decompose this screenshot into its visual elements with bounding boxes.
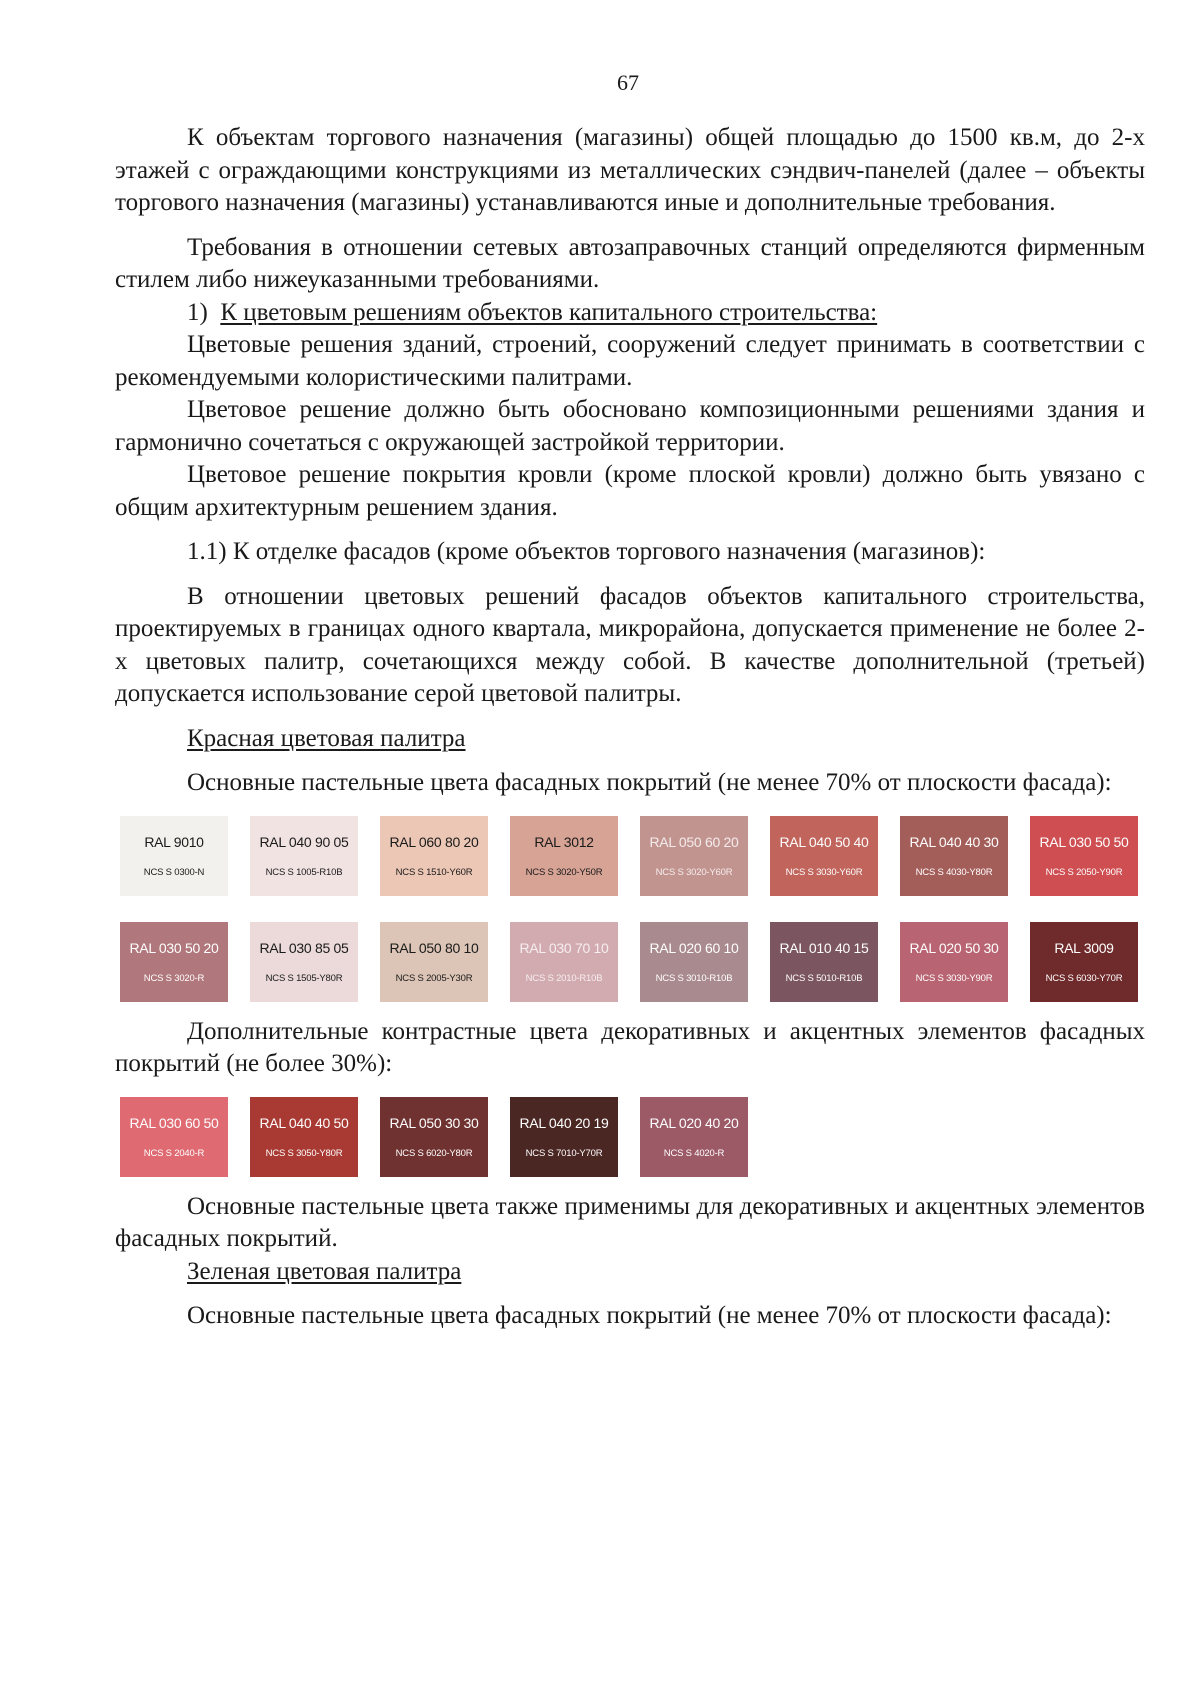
swatch-ncs-code: NCS S 6030-Y70R bbox=[1045, 972, 1123, 984]
swatch-ral-code: RAL 040 50 40 bbox=[779, 833, 869, 850]
color-swatch bbox=[250, 1097, 358, 1177]
page-number: 67 bbox=[617, 70, 639, 95]
swatch-ncs-code: NCS S 3050-Y80R bbox=[265, 1147, 343, 1159]
paragraph-composition: Цветовое решение должно быть обосновано композиционными решениями здания и гармонично сочетаться с окружающей застройкой территории. bbox=[115, 396, 1145, 456]
swatch-ncs-code: NCS S 3020-Y60R bbox=[655, 866, 733, 878]
swatch-ncs-code: NCS S 2040-R bbox=[143, 1147, 205, 1159]
paragraph-palettes-limit: В отношении цветовых решений фасадов объектов капитального строительства, проектируемых в границах одного квартала, микрорайона, допускается применение не более 2-х цветовых палитр, сочетающихся между собой. В качестве дополнительной (третьей) допускается использование серой цветовой палитры. bbox=[115, 582, 1145, 707]
swatch-ncs-code: NCS S 4020-R bbox=[663, 1147, 725, 1159]
swatch-ncs-code: NCS S 5010-R10B bbox=[785, 972, 863, 984]
swatch-ncs-code: NCS S 3020-R bbox=[143, 972, 205, 984]
color-swatch bbox=[640, 922, 748, 1002]
swatch-ncs-code: NCS S 2010-R10B bbox=[525, 972, 603, 984]
green-palette-heading bbox=[115, 1256, 1145, 1289]
paragraph-shops: К объектам торгового назначения (магазины) общей площадью до 1500 кв.м, до 2-х этажей с ограждающими конструкциями из металлических сэндвич-панелей (далее – объекты торгового назначения (магазины) устанавливаются иные и дополнительные требования. bbox=[115, 124, 1145, 216]
swatch-ral-code: RAL 040 40 50 bbox=[259, 1114, 349, 1131]
paragraph-pastel-note: Основные пастельные цвета также применимы для декоративных и акцентных элементов фасадных покрытий. bbox=[115, 1192, 1145, 1252]
swatch-ral-code: RAL 020 60 10 bbox=[649, 939, 739, 956]
swatch-ral-code: RAL 060 80 20 bbox=[389, 833, 479, 850]
swatch-ral-code: RAL 040 20 19 bbox=[519, 1114, 609, 1131]
color-swatch bbox=[770, 922, 878, 1002]
swatch-ncs-code: NCS S 4030-Y80R bbox=[915, 866, 993, 878]
color-swatch bbox=[1030, 816, 1138, 896]
color-swatch bbox=[640, 1097, 748, 1177]
color-swatch bbox=[380, 1097, 488, 1177]
paragraph-gas-stations: Требования в отношении сетевых автозаправочных станций определяются фирменным стилем либо нижеуказанными требованиями. bbox=[115, 233, 1145, 293]
color-swatch bbox=[120, 1097, 228, 1177]
color-swatch bbox=[510, 1097, 618, 1177]
color-swatch bbox=[120, 816, 228, 896]
color-swatch bbox=[900, 922, 1008, 1002]
swatch-ncs-code: NCS S 3030-Y90R bbox=[915, 972, 993, 984]
paragraph-green-main: Основные пастельные цвета фасадных покрытий (не менее 70% от плоскости фасада): bbox=[187, 1302, 1112, 1329]
paragraph-section-1 bbox=[115, 297, 1145, 330]
green-palette-heading-text: Зеленая цветовая палитра bbox=[187, 1257, 462, 1285]
document-body bbox=[115, 122, 1145, 1333]
red-main-swatch-grid bbox=[120, 816, 1145, 1002]
swatch-ncs-code: NCS S 2050-Y90R bbox=[1045, 866, 1123, 878]
swatch-ncs-code: NCS S 7010-Y70R bbox=[525, 1147, 603, 1159]
color-swatch bbox=[380, 816, 488, 896]
color-swatch bbox=[900, 816, 1008, 896]
swatch-ncs-code: NCS S 6020-Y80R bbox=[395, 1147, 473, 1159]
swatch-ncs-code: NCS S 1505-Y80R bbox=[265, 972, 343, 984]
swatch-ral-code: RAL 050 60 20 bbox=[649, 833, 739, 850]
color-swatch bbox=[770, 816, 878, 896]
red-accent-swatch-grid bbox=[120, 1097, 1145, 1177]
swatch-ncs-code: NCS S 3010-R10B bbox=[655, 972, 733, 984]
swatch-ral-code: RAL 050 30 30 bbox=[389, 1114, 479, 1131]
swatch-ral-code: RAL 050 80 10 bbox=[389, 939, 479, 956]
swatch-ral-code: RAL 040 40 30 bbox=[909, 833, 999, 850]
swatch-ral-code: RAL 010 40 15 bbox=[779, 939, 869, 956]
paragraph-color-solutions: Цветовые решения зданий, строений, сооружений следует принимать в соответствии с рекомендуемыми колористическими палитрами. bbox=[115, 331, 1145, 391]
color-swatch bbox=[250, 922, 358, 1002]
color-swatch bbox=[510, 816, 618, 896]
paragraph-roof: Цветовое решение покрытия кровли (кроме плоской кровли) должно быть увязано с общим архитектурным решением здания. bbox=[115, 461, 1145, 521]
swatch-ral-code: RAL 020 40 20 bbox=[649, 1114, 739, 1131]
color-swatch bbox=[640, 816, 748, 896]
swatch-ral-code: RAL 030 70 10 bbox=[519, 939, 609, 956]
swatch-ncs-code: NCS S 2005-Y30R bbox=[395, 972, 473, 984]
color-swatch bbox=[1030, 922, 1138, 1002]
swatch-ral-code: RAL 030 60 50 bbox=[129, 1114, 219, 1131]
swatch-ncs-code: NCS S 3030-Y60R bbox=[785, 866, 863, 878]
swatch-ncs-code: NCS S 0300-N bbox=[143, 866, 205, 878]
swatch-ral-code: RAL 030 50 20 bbox=[129, 939, 219, 956]
swatch-ral-code: RAL 030 50 50 bbox=[1039, 833, 1129, 850]
red-palette-heading bbox=[115, 723, 1145, 756]
swatch-ral-code: RAL 9010 bbox=[144, 833, 204, 850]
color-swatch bbox=[120, 922, 228, 1002]
color-swatch bbox=[380, 922, 488, 1002]
paragraph-section-1-1: 1.1) К отделке фасадов (кроме объектов торгового назначения (магазинов): bbox=[187, 538, 986, 565]
swatch-ncs-code: NCS S 3020-Y50R bbox=[525, 866, 603, 878]
swatch-ral-code: RAL 030 85 05 bbox=[259, 939, 349, 956]
red-palette-heading-text: Красная цветовая палитра bbox=[187, 724, 466, 752]
swatch-ral-code: RAL 040 90 05 bbox=[259, 833, 349, 850]
section-1-number: 1) bbox=[187, 298, 208, 326]
swatch-ral-code: RAL 020 50 30 bbox=[909, 939, 999, 956]
color-swatch bbox=[510, 922, 618, 1002]
swatch-ncs-code: NCS S 1510-Y60R bbox=[395, 866, 473, 878]
swatch-ral-code: RAL 3009 bbox=[1054, 939, 1114, 956]
paragraph-red-accent: Дополнительные контрастные цвета декоративных и акцентных элементов фасадных покрытий (не более 30%): bbox=[115, 1017, 1145, 1077]
paragraph-red-main: Основные пастельные цвета фасадных покрытий (не менее 70% от плоскости фасада): bbox=[187, 769, 1112, 796]
color-swatch bbox=[250, 816, 358, 896]
swatch-ncs-code: NCS S 1005-R10B bbox=[265, 866, 343, 878]
section-1-heading: К цветовым решениям объектов капитального строительства: bbox=[220, 298, 878, 326]
swatch-ral-code: RAL 3012 bbox=[534, 833, 594, 850]
